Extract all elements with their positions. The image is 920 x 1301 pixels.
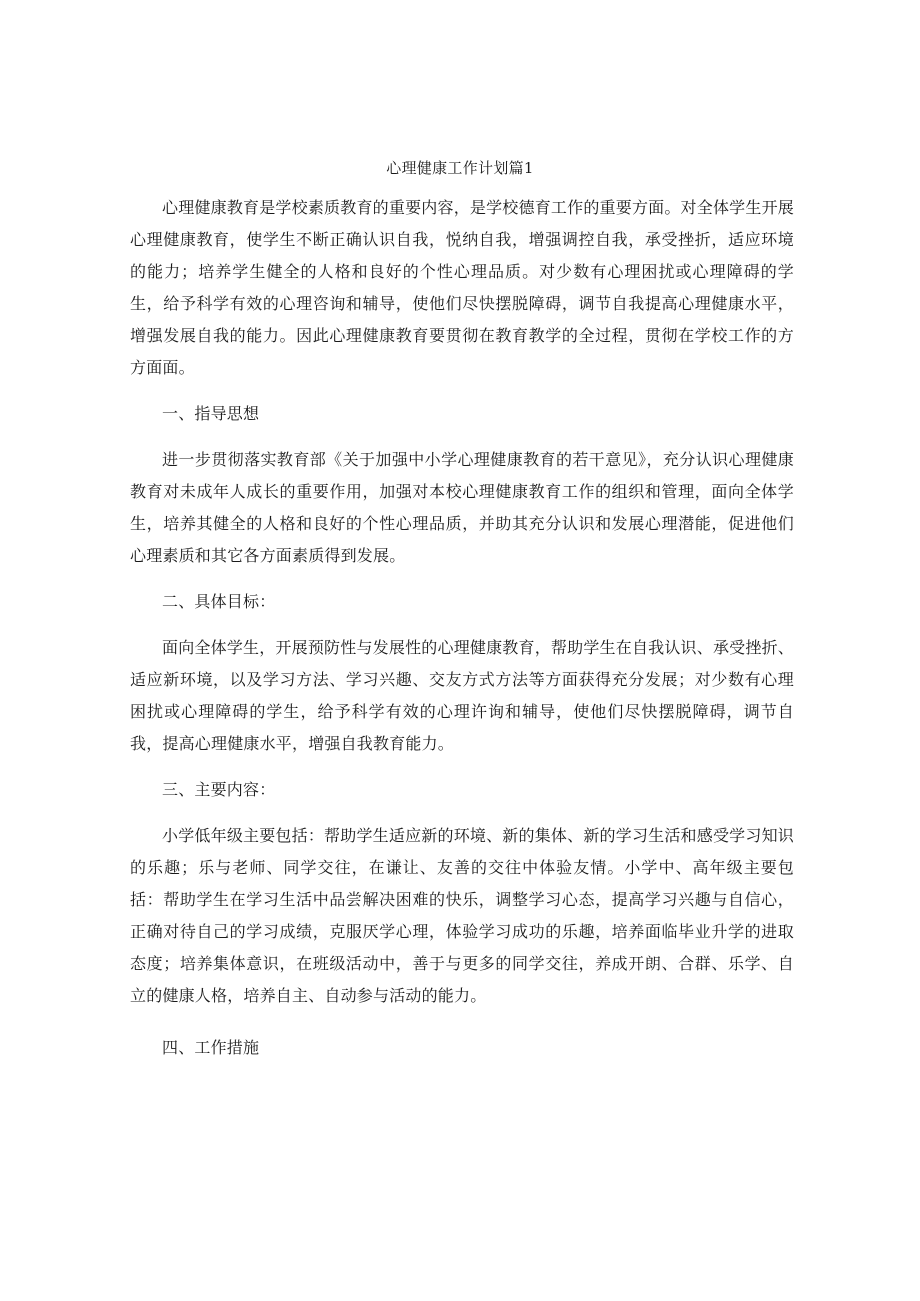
section-heading-guiding-ideology: 一、指导思想	[162, 404, 260, 423]
intro-paragraph: 心理健康教育是学校素质教育的重要内容，是学校德育工作的重要方面。对全体学生开展心理健康教育，使学生不断正确认识自我，悦纳自我，增强调控自我，承受挫折，适应环境的能力；培养学生健全的人格和良好的个性心理品质。对少数有心理困扰或心理障碍的学生，给予科学有效的心理咨询和辅导，使他们尽快摆脱障碍，调节自我提高心理健康水平，增强发展自我的能力。因此心理健康教育要贯彻在教育教学的全过程，贯彻在学校工作的方方面面。	[130, 198, 794, 377]
section-heading-main-content: 三、主要内容：	[162, 780, 276, 799]
document-title: 心理健康工作计划篇1	[386, 159, 534, 177]
section-heading-specific-goals: 二、具体目标：	[162, 592, 276, 611]
section-heading-work-measures: 四、工作措施	[162, 1038, 260, 1057]
document-body	[130, 192, 794, 1064]
section-body-guiding-ideology: 进一步贯彻落实教育部《关于加强中小学心理健康教育的若干意见》，充分认识心理健康教育对未成年人成长的重要作用，加强对本校心理健康教育工作的组织和管理，面向全体学生，培养其健全的人格和良好的个性心理品质，并助其充分认识和发展心理潜能，促进他们心理素质和其它各方面素质得到发展。	[130, 450, 794, 565]
section-body-specific-goals: 面向全体学生，开展预防性与发展性的心理健康教育，帮助学生在自我认识、承受挫折、适应新环境，以及学习方法、学习兴趣、交友方式方法等方面获得充分发展；对少数有心理困扰或心理障碍的学生，给予科学有效的心理许询和辅导，使他们尽快摆脱障碍，调节自我，提高心理健康水平，增强自我教育能力。	[130, 638, 794, 753]
section-body-main-content: 小学低年级主要包括：帮助学生适应新的环境、新的集体、新的学习生活和感受学习知识的乐趣；乐与老师、同学交往，在谦让、友善的交往中体验友情。小学中、高年级主要包括：帮助学生在学习生活中品尝解决困难的快乐，调整学习心态，提高学习兴趣与自信心，正确对待自己的学习成绩，克服厌学心理，体验学习成功的乐趣，培养面临毕业升学的进取态度；培养集体意识，在班级活动中，善于与更多的同学交往，养成开朗、合群、乐学、自立的健康人格，培养自主、自动参与活动的能力。	[130, 826, 794, 1005]
